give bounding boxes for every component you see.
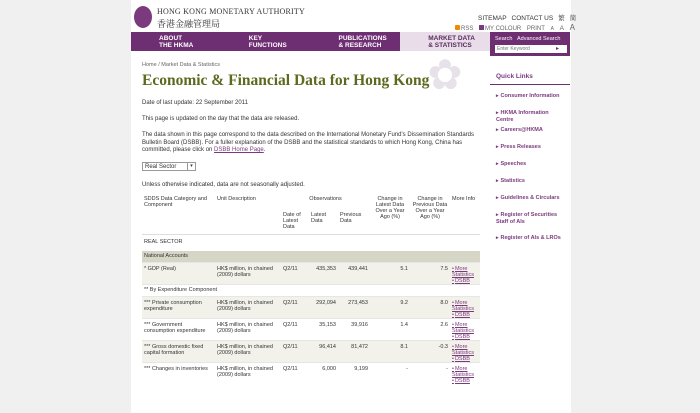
rss-link[interactable]: RSS [455,26,473,32]
my-colour-link[interactable]: MY COLOUR [479,26,521,32]
nav-key-functions[interactable]: KEY FUNCTIONS [248,35,287,49]
col-change-latest: Change in Latest Data Over a Year Ago (%) [375,196,405,220]
dsbb-link[interactable]: •DSBB [452,356,470,362]
nav-about[interactable]: ABOUT THE HKMA [159,35,194,49]
font-size-small[interactable]: A [550,26,554,32]
subsection-heading: National Accounts [142,251,480,263]
rss-icon [455,25,460,30]
chevron-right-icon: ▸ [496,212,499,218]
intro-text: The data shown in this page correspond to the data described on the International Monetary Fund's Dissemination Standards Bulletin Board (DSBB). For a fuller explanation of the DSBB and the statistical standards to which Hong Kong, China has committed, please click on DSBB Home Page. [142,132,475,153]
breadcrumb: Home / Market Data & Statistics [142,62,220,68]
bauhinia-watermark-icon: ✿ [427,51,463,98]
quick-link-information-centre[interactable]: ▸ HKMA Information Centre [496,110,549,123]
more-statistics-link[interactable]: •More Statistics [452,366,475,378]
col-category: SDDS Data Category and Component [144,196,207,208]
data-table [142,196,480,384]
more-statistics-link[interactable]: •More Statistics [452,344,475,356]
update-note: This page is updated on the day that the data are released. [142,116,300,122]
nav-publications[interactable]: PUBLICATIONS & RESEARCH [338,35,387,49]
advanced-search-link[interactable]: Advanced Search [517,36,561,42]
chevron-right-icon: ▸ [496,110,499,116]
main-nav [131,32,490,51]
last-update: Date of last update: 22 September 2011 [142,100,248,106]
search-go-icon[interactable]: ▸ [556,46,560,52]
table-row: *** Gross domestic fixed capital formation HK$ million, in chained (2009) dollars Q2/11 96,414 81,472 8.1 -0.3 •More Statistics •DSBB [142,341,480,363]
hkma-logo-icon[interactable] [134,6,152,28]
org-name-en: HONG KONG MONETARY AUTHORITY [157,7,305,16]
chevron-right-icon: ▸ [496,235,499,241]
quick-link-careers[interactable]: ▸ Careers@HKMA [496,127,543,133]
chevron-right-icon: ▸ [496,178,499,184]
chevron-right-icon: ▸ [496,195,499,201]
table-row: *** Government consumption expenditure HK$ million, in chained (2009) dollars Q2/11 35,153 39,916 1.4 2.6 •More Statistics •DSBB [142,319,480,341]
font-size-medium[interactable]: A [559,25,564,32]
print-link[interactable]: PRINT [526,26,545,32]
quick-links-sidebar [490,67,570,413]
quick-link-register-securities-staff[interactable]: ▸ Register of Securities Staff of AIs [496,212,558,225]
page-title: Economic & Financial Data for Hong Kong [142,72,430,89]
expenditure-label: ** By Expenditure Component [142,285,480,297]
colour-icon [479,25,484,30]
quick-link-register-ais[interactable]: ▸ Register of AIs & LROs [496,235,561,241]
sitemap-link[interactable]: SITEMAP [478,15,507,22]
top-links [478,13,581,22]
chevron-right-icon: ▸ [496,144,499,150]
dsbb-link[interactable]: •DSBB [452,378,470,384]
chevron-right-icon: ▸ [496,161,499,167]
contact-us-link[interactable]: CONTACT US [511,15,554,22]
dsbb-link[interactable]: •DSBB [452,312,470,318]
col-date: Date of Latest Data [283,212,301,230]
col-latest: Latest Data [311,212,326,224]
col-observations: Observations [309,196,342,202]
font-size-large[interactable]: A [569,23,575,32]
chevron-right-icon: ▸ [496,127,499,133]
dsbb-link[interactable]: •DSBB [452,334,470,340]
table-row: *** Changes in inventories HK$ million, in chained (2009) dollars Q2/11 6,000 9,199 - - •More Statistics •DSBB [142,363,480,385]
quick-link-consumer-information[interactable]: ▸ Consumer Information [496,93,560,99]
more-statistics-link[interactable]: •More Statistics [452,266,475,278]
nav-market-data[interactable]: MARKET DATA & STATISTICS [400,32,490,51]
col-more-info: More Info [452,196,476,202]
col-change-previous: Change in Previous Data Over a Year Ago (%) [412,196,448,220]
more-statistics-link[interactable]: •More Statistics [452,322,475,334]
quick-link-statistics[interactable]: ▸ Statistics [496,178,525,184]
sector-select[interactable]: Real Sector ▾ [142,162,196,171]
quick-links-title: Quick Links [496,73,533,80]
traditional-chinese-link[interactable]: 繁 [558,15,565,22]
dsbb-link[interactable]: •DSBB [452,278,470,284]
utility-links [455,23,579,32]
seasonal-note: Unless otherwise indicated, data are not seasonally adjusted. [142,182,305,188]
dsbb-home-link[interactable]: DSBB Home Page [214,147,264,153]
chevron-right-icon: ▸ [496,93,499,99]
quick-link-guidelines[interactable]: ▸ Guidelines & Circulars [496,195,560,201]
more-statistics-link[interactable]: •More Statistics [452,300,475,312]
search-label: Search [495,36,513,42]
col-unit: Unit Description [217,196,256,202]
col-previous: Previous Data [340,212,362,224]
search-panel [490,32,570,56]
section-heading: REAL SECTOR [142,235,480,252]
quick-link-speeches[interactable]: ▸ Speeches [496,161,527,167]
quick-link-press-releases[interactable]: ▸ Press Releases [496,144,541,150]
org-name-zh: 香港金融管理局 [157,19,221,29]
divider [490,84,570,85]
table-row: * GDP (Real) HK$ million, in chained (2009) dollars Q2/11 435,353 439,441 5.1 7.5 •More Statistics •DSBB [142,263,480,285]
chevron-down-icon: ▾ [187,163,195,170]
simplified-chinese-link[interactable]: 简 [569,15,577,22]
table-row: *** Private consumption expenditure HK$ million, in chained (2009) dollars Q2/11 292,094 273,453 9.2 8.0 •More Statistics •DSBB [142,297,480,319]
